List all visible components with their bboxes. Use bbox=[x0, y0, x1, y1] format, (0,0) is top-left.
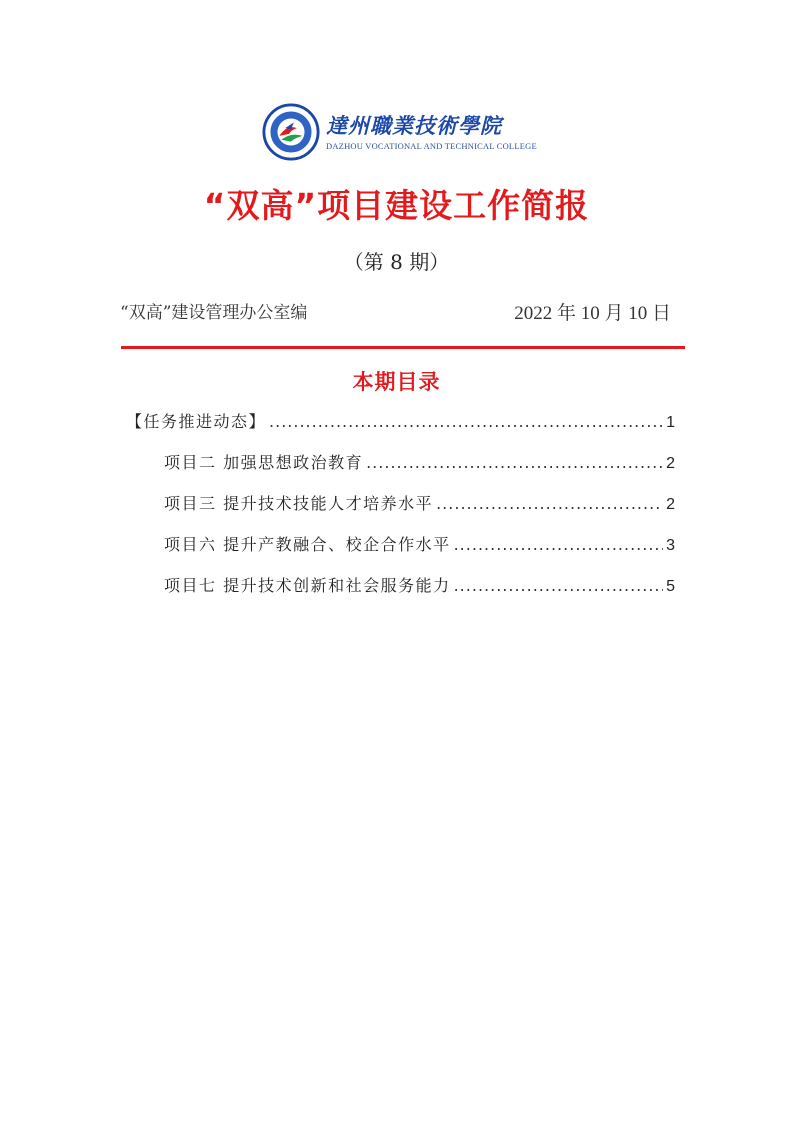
editor-line: “双高”建设管理办公室编 bbox=[120, 303, 308, 323]
toc-entry-label: 项目三 提升技术技能人才培养水平 bbox=[164, 494, 434, 513]
toc-entry-label: 项目六 提升产教融合、校企合作水平 bbox=[164, 535, 451, 554]
issue-number: （第 8 期） bbox=[343, 250, 450, 274]
toc-page-number: 5 bbox=[666, 578, 675, 595]
school-name-en: DAZHOU VOCATIONAL AND TECHNICAL COLLEGE bbox=[326, 140, 537, 151]
toc-page-number: 1 bbox=[666, 414, 675, 431]
toc-entry-task-progress[interactable] bbox=[126, 406, 675, 447]
toc-entry-label: 项目二 加强思想政治教育 bbox=[164, 453, 364, 472]
toc-entry-project-3[interactable] bbox=[126, 488, 675, 529]
toc-entry-project-6[interactable] bbox=[126, 529, 675, 570]
school-name-cn: 達州職業技術學院 bbox=[326, 112, 502, 138]
table-of-contents bbox=[126, 406, 675, 611]
page-title: “双高”项目建设工作简报 bbox=[203, 186, 590, 225]
toc-leader-dots bbox=[436, 488, 663, 520]
toc-entry-project-7[interactable] bbox=[126, 570, 675, 611]
toc-heading: 本期目录 bbox=[352, 370, 441, 394]
college-logo bbox=[262, 104, 542, 160]
publish-date: 2022 年 10 月 10 日 bbox=[514, 303, 671, 324]
toc-page-number: 2 bbox=[666, 455, 675, 472]
toc-entry-project-2[interactable] bbox=[126, 447, 675, 488]
toc-entry-label: 项目七 提升技术创新和社会服务能力 bbox=[164, 576, 451, 595]
header-divider bbox=[121, 346, 685, 349]
toc-page-number: 2 bbox=[666, 496, 675, 513]
toc-leader-dots bbox=[454, 529, 664, 561]
toc-leader-dots bbox=[454, 570, 664, 602]
toc-leader-dots bbox=[366, 447, 663, 479]
toc-page-number: 3 bbox=[666, 537, 675, 554]
toc-entry-label: 【任务推进动态】 bbox=[126, 412, 267, 431]
toc-leader-dots bbox=[269, 406, 663, 438]
college-emblem-icon bbox=[262, 103, 320, 161]
